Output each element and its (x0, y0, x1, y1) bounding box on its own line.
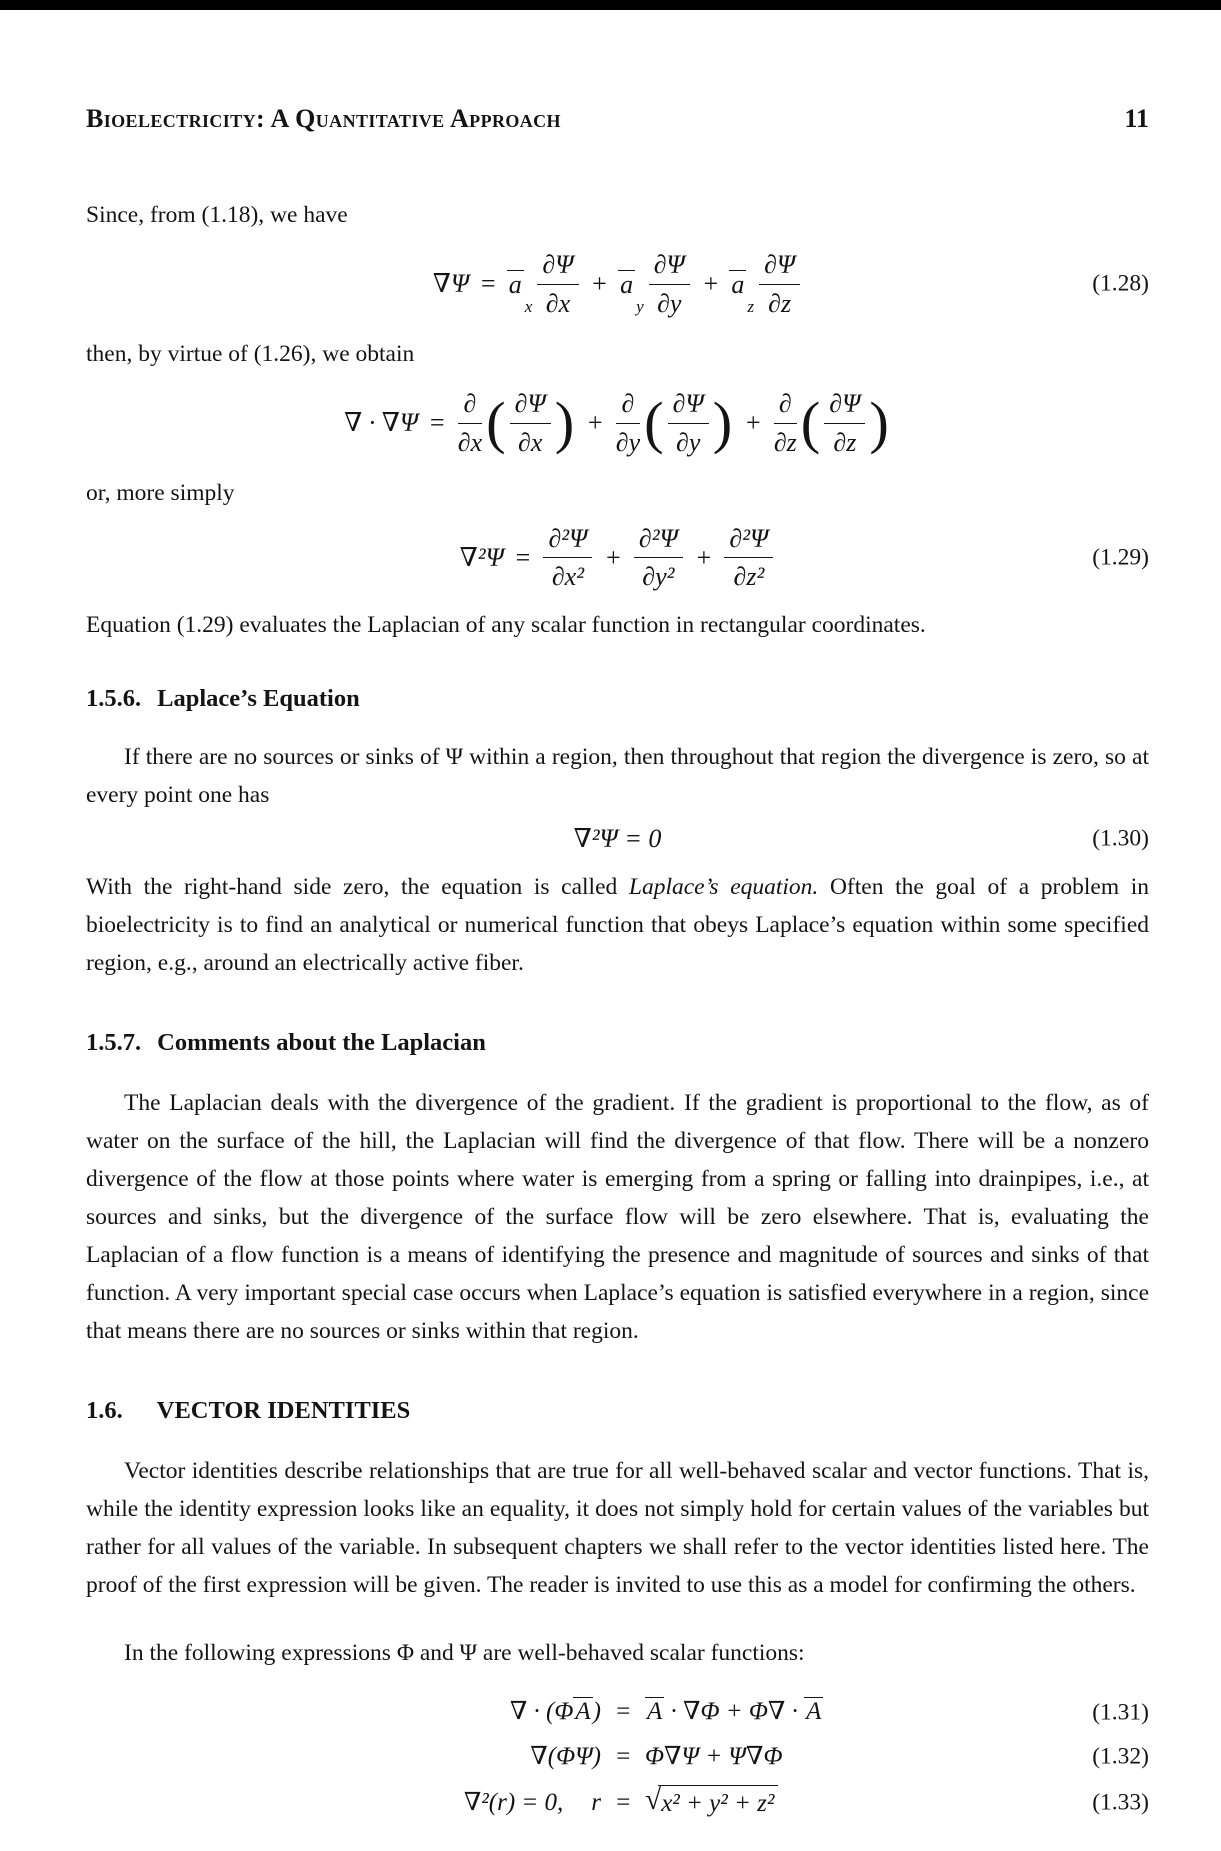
equation-1-30 (86, 820, 1149, 858)
section-title: Laplace’s Equation (157, 685, 360, 713)
subscript: x (524, 297, 533, 317)
fraction (537, 250, 578, 319)
section-number: 1.6. (86, 1397, 123, 1425)
equation-number: (1.29) (1092, 544, 1149, 571)
vector-A-bar: A (647, 1698, 663, 1726)
fraction-numerator: ∂ (774, 389, 797, 424)
paragraph-laplace-intro: If there are no sources or sinks of Ψ within a region, then throughout that region the divergence is zero, so at every point one has (86, 744, 1149, 809)
fraction (774, 389, 797, 458)
fraction-numerator: ∂²Ψ (634, 524, 683, 559)
equation-1-28-body (433, 250, 802, 319)
radical-sign: √ (645, 1784, 662, 1817)
identity-rhs (645, 1696, 1045, 1729)
fraction-numerator: ∂Ψ (824, 389, 865, 424)
fraction (649, 250, 690, 319)
fraction-denominator: ∂z² (733, 562, 765, 592)
fraction-numerator: ∂Ψ (537, 250, 578, 285)
section-heading-1-5-6 (86, 680, 1149, 718)
vector-a-bar: a (620, 270, 634, 300)
variable-r: r (591, 1788, 601, 1816)
paragraph-then: then, by virtue of (1.26), we obtain (86, 340, 415, 367)
subscript: z (747, 297, 755, 317)
fraction (824, 389, 865, 458)
equation-1-29 (86, 524, 1149, 593)
section-heading-1-6 (86, 1392, 1149, 1430)
paragraph-vector-identities: Vector identities describe relationships that are true for all well-behaved scalar and vector functions. That is, while the identity expression looks like an equality, it does not simply hold for certain values of the variables but rather for all values of the variable. In subsequent chapters we shall refer to the vector identities listed here. The proof of the first expression will be given. The reader is invited to use this as a model for confirming the others. (86, 1458, 1149, 1599)
equals-sign: = (614, 1698, 632, 1726)
math-term: $\frac{\partial}{\partial z}$ ( $\frac{\partial\Psi}{\partial z}$ ) (773, 388, 889, 457)
identity-lhs: ∇(ΦΨ) (530, 1742, 601, 1770)
fraction-denominator: ∂z (773, 427, 797, 457)
vector-A-bar: A (575, 1698, 591, 1726)
equation-number: (1.30) (1092, 825, 1149, 852)
paragraph-laplacian-comments: The Laplacian deals with the divergence of the gradient. If the gradient is proportional to the flow, as of water on the surface of the hill, the Laplacian will find the divergence of that flow. There will be a nonzero divergence of the flow at those points where water is emerging from a spring or falling into drainpipes, i.e., at sources and sinks, but the divergence of the surface flow will be zero elsewhere. That is, evaluating the Laplacian of a flow function is a means of identifying the presence and magnitude of sources and sinks of that function. A very important special case occurs when Laplace’s equation is satisfied everywhere in a region, since that means there are no sources or sinks within that region. (86, 1090, 1149, 1345)
equals-sign: = (614, 1742, 632, 1770)
text-run: ) (592, 1698, 601, 1726)
equation-number: (1.33) (1092, 1789, 1149, 1816)
paragraph-laplace-named (86, 868, 1149, 982)
equation-number: (1.28) (1092, 270, 1149, 297)
fraction (668, 389, 709, 458)
fraction (510, 389, 551, 458)
identity-lhs (86, 1696, 601, 1729)
section-number: 1.5.6. (86, 685, 142, 713)
paragraph-evaluates: Equation (1.29) evaluates the Laplacian of any scalar function in rectangular coordinates. (86, 612, 926, 639)
plus-sign: + (586, 408, 604, 438)
vector-a-bar: a (508, 270, 522, 300)
fraction-denominator: ∂z (833, 427, 857, 457)
equals-sign: = (428, 408, 446, 438)
plus-sign: + (604, 543, 622, 572)
fraction-numerator: ∂Ψ (649, 250, 690, 285)
math-term: $\frac{\partial}{\partial y}$ ( $\frac{\partial\Psi}{\partial y}$ ) (615, 388, 733, 457)
square-root (645, 1785, 778, 1821)
equation-1-33 (86, 1785, 1149, 1821)
fraction-numerator: ∂²Ψ (724, 524, 773, 559)
equation-1-29-body (460, 524, 776, 593)
identity-rhs (645, 1785, 1045, 1821)
fraction-numerator: ∂Ψ (759, 250, 800, 285)
fraction (458, 389, 482, 458)
equation-1-32 (86, 1741, 1149, 1774)
fraction (616, 389, 640, 458)
fraction (759, 250, 800, 319)
text-run: Often the goal of a problem in bioelectricity is to find an analytical or numerical function that obeys Laplace’s equation within some specified region, e.g., around an electrically active fiber. (86, 874, 1150, 977)
fraction-denominator: ∂x (517, 427, 543, 457)
equals-sign: = (614, 1788, 632, 1816)
math-lhs: ∇²Ψ (459, 543, 504, 572)
identity-equations (86, 1696, 1149, 1821)
section-number: 1.5.7. (86, 1029, 142, 1057)
italic-laplaces-equation: Laplace’s equation. (628, 874, 819, 901)
equals-sign: = (479, 269, 497, 299)
fraction-numerator: ∂Ψ (510, 389, 551, 424)
plus-sign: + (590, 269, 609, 299)
paragraph-following-expressions: In the following expressions Φ and Ψ are well-behaved scalar functions: (124, 1640, 805, 1667)
scan-edge-artifact (0, 0, 1221, 10)
page-number: 11 (1124, 104, 1149, 133)
radicand: x² + y² + z² (658, 1785, 778, 1821)
fraction (543, 524, 592, 593)
text-run: ∇²(r) = 0, (463, 1788, 564, 1816)
equals-sign: = (513, 543, 532, 572)
vector-a-bar: a (731, 270, 745, 300)
fraction-denominator: ∂x (545, 288, 571, 318)
text-run: · ∇Φ + Φ∇ · (664, 1698, 805, 1726)
equation-1-31 (86, 1696, 1149, 1729)
fraction-denominator: ∂z (768, 288, 792, 318)
paragraph-since: Since, from (1.18), we have (86, 202, 348, 228)
math-lhs: ∇Ψ (432, 269, 470, 299)
fraction-denominator: ∂x (457, 427, 483, 457)
fraction (724, 524, 773, 593)
fraction-numerator: ∂ (616, 389, 640, 424)
math-term (729, 250, 802, 319)
vector-A-bar: A (806, 1698, 822, 1726)
plus-sign: + (701, 269, 720, 299)
identity-rhs: Φ∇Ψ + Ψ∇Φ (645, 1742, 783, 1770)
equation-number: (1.32) (1092, 1743, 1149, 1770)
text-run: With the right-hand side zero, the equation is called (86, 874, 629, 901)
fraction-numerator: ∂Ψ (668, 389, 709, 424)
section-title: VECTOR IDENTITIES (156, 1397, 411, 1425)
equation-div-grad (86, 389, 1149, 458)
equation-number: (1.31) (1092, 1698, 1149, 1725)
equation-div-grad-body (344, 389, 891, 458)
running-head (86, 104, 1149, 134)
fraction-denominator: ∂y (615, 427, 641, 457)
fraction-numerator: ∂ (458, 389, 482, 424)
section-heading-1-5-7 (86, 1024, 1149, 1062)
text-run: ∇ · (Φ (509, 1698, 574, 1726)
identity-lhs (86, 1787, 601, 1820)
fraction-denominator: ∂y² (642, 562, 675, 592)
math-term: $\frac{\partial}{\partial x}$ ( $\frac{\partial\Psi}{\partial x}$ ) (457, 388, 575, 457)
equation-1-28 (86, 250, 1149, 319)
fraction (634, 524, 683, 593)
math-term (618, 250, 692, 319)
fraction-numerator: ∂²Ψ (543, 524, 592, 559)
plus-sign: + (694, 543, 713, 572)
equation-1-30-body: ∇²Ψ = 0 (573, 824, 662, 854)
page-body (86, 196, 1149, 1833)
fraction-denominator: ∂y (657, 288, 682, 318)
fraction-denominator: ∂x² (551, 562, 584, 592)
fraction-denominator: ∂y (676, 427, 701, 457)
plus-sign: + (744, 408, 762, 438)
math-lhs: ∇ · ∇Ψ (344, 408, 419, 438)
section-title: Comments about the Laplacian (157, 1029, 486, 1057)
subscript: y (636, 297, 644, 317)
math-term (507, 250, 581, 319)
paragraph-simply: or, more simply (86, 479, 235, 506)
running-head-title: Bioelectricity: A Quantitative Approach (86, 104, 561, 133)
